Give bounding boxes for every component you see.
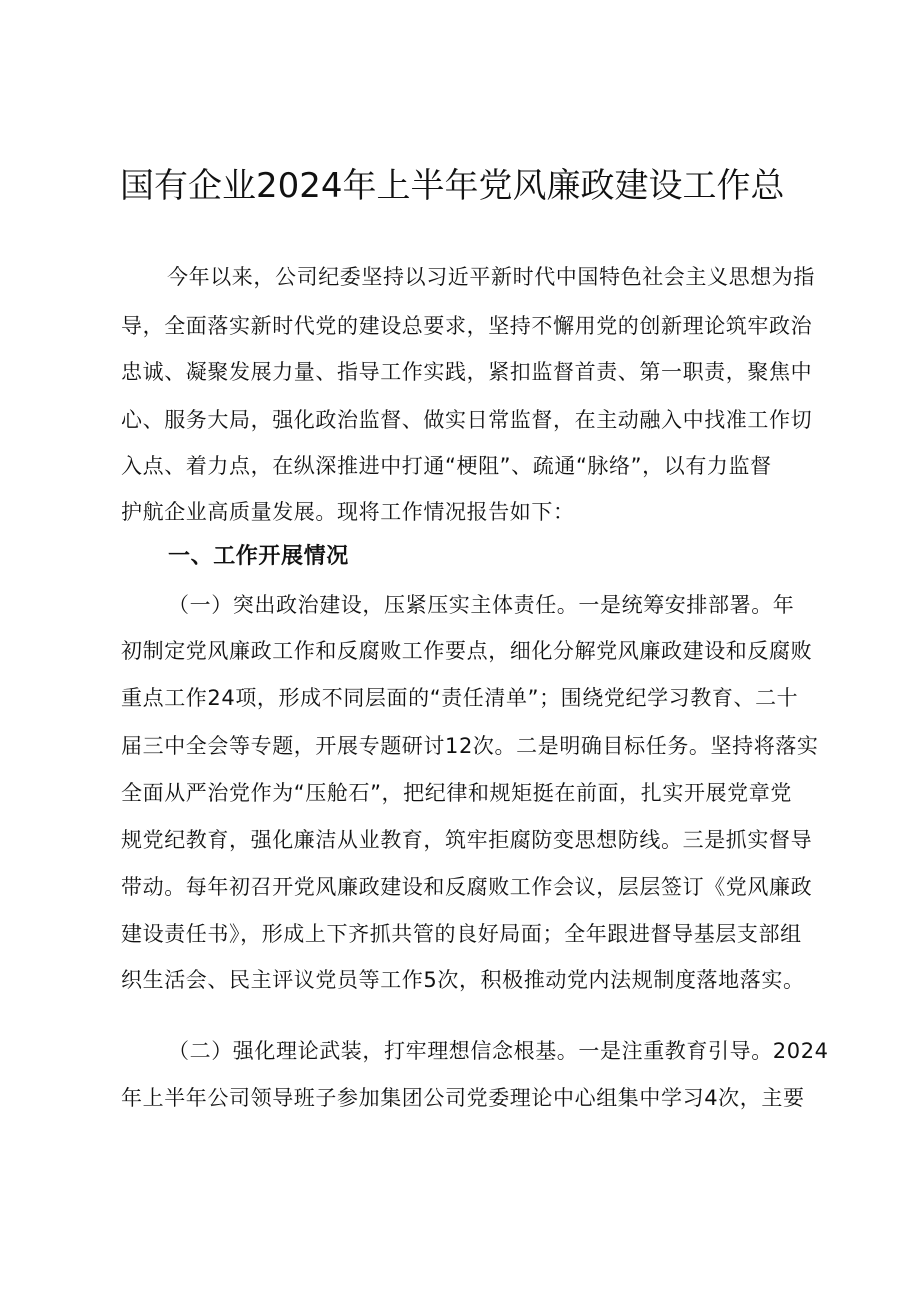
intro-line: 导，全面落实新时代党的建设总要求，坚持不懈用党的创新理论筑牢政治 [121, 314, 813, 338]
intro-line: 今年以来，公司纪委坚持以习近平新时代中国特色社会主义思想为指 [167, 265, 815, 289]
paragraph-line: （一）突出政治建设，压紧压实主体责任。一是统筹安排部署。年 [168, 593, 795, 617]
paragraph-line: （二）强化理论武装，打牢理想信念根基。一是注重教育引导。2024 [168, 1039, 829, 1063]
intro-line: 入点、着力点，在纵深推进中打通“梗阻”、疏通“脉络”，以有力监督 [121, 454, 772, 478]
paragraph-line: 规党纪教育，强化廉洁从业教育，筑牢拒腐防变思想防线。三是抓实督导 [121, 828, 813, 852]
paragraph-line: 带动。每年初召开党风廉政建设和反腐败工作会议，层层签订《党风廉政 [121, 875, 813, 899]
document-title: 国有企业2024年上半年党风廉政建设工作总 [120, 166, 785, 206]
paragraph-line: 初制定党风廉政工作和反腐败工作要点，细化分解党风廉政建设和反腐败 [121, 639, 813, 663]
paragraph-line: 重点工作24项，形成不同层面的“责任清单”；围绕党纪学习教育、二十 [121, 686, 799, 710]
paragraph-line: 届三中全会等专题，开展专题研讨12次。二是明确目标任务。坚持将落实 [121, 734, 819, 758]
intro-line: 忠诚、凝聚发展力量、指导工作实践，紧扣监督首责、第一职责，聚焦中 [121, 360, 813, 384]
paragraph-line: 年上半年公司领导班子参加集团公司党委理论中心组集中学习4次，主要 [121, 1086, 805, 1110]
intro-line: 护航企业高质量发展。现将工作情况报告如下： [121, 500, 575, 524]
paragraph-line: 建设责任书》，形成上下齐抓共管的良好局面；全年跟进督导基层支部组 [121, 922, 802, 946]
paragraph-line: 全面从严治党作为“压舱石”，把纪律和规矩挺在前面，扎实开展党章党 [121, 781, 792, 805]
section-heading: 一、工作开展情况 [168, 544, 349, 569]
paragraph-line: 织生活会、民主评议党员等工作5次，积极推动党内法规制度落地落实。 [121, 968, 805, 992]
intro-line: 心、服务大局，强化政治监督、做实日常监督，在主动融入中找准工作切 [121, 408, 813, 432]
